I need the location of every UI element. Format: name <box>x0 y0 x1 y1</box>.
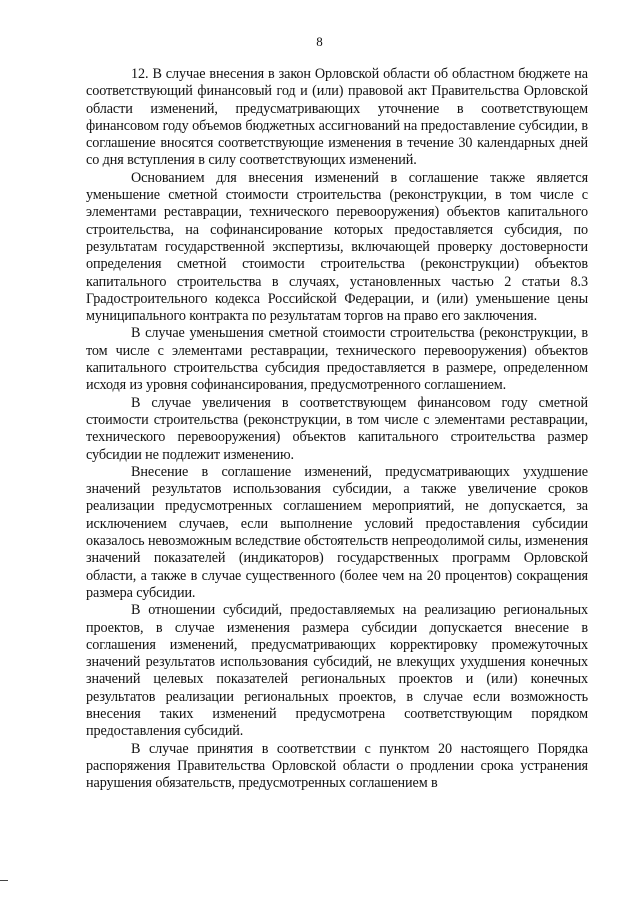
paragraph-7: В случае принятия в соответствии с пунктом 20 настоящего Порядка распоряжения Правительства Орловской области о продлении срока устранения нарушения обязательств, предусмотренных соглашением в <box>86 740 588 792</box>
paragraph-6: В отношении субсидий, предоставляемых на реализацию региональных проектов, в случае изменения размера субсидии допускается внесение в соглашения изменений, предусматривающих корректировку промежуточных значений результатов использования субсидий, не влекущих ухудшения конечных значений целевых показателей региональных проектов и (или) конечных результатов реализации региональных проектов, в случае если возможность внесения таких изменений предусмотрена соответствующим порядком предоставления субсидий. <box>86 602 588 740</box>
page-number: 8 <box>316 34 323 49</box>
paragraph-1: 12. В случае внесения в закон Орловской области об областном бюджете на соответствующий финансовый год и (или) правовой акт Правительства Орловской области изменений, предусматривающих уточнение в соответствующем финансовом году объемов бюджетных ассигнований на предоставление субсидии, в соглашение вносятся соответствующие изменения в течение 30 календарных дней со дня вступления в силу соответствующих изменений. <box>86 66 588 169</box>
paragraph-5: Внесение в соглашение изменений, предусматривающих ухудшение значений результатов использования субсидии, а также увеличение сроков реализации предусмотренных соглашением мероприятий, не допускается, за исключением случаев, если выполнение условий предоставления субсидии оказалось невозможным вследствие обстоятельств непреодолимой силы, изменения значений показателей (индикаторов) государственных программ Орловской области, а также в случае существенного (более чем на 20 процентов) сокращения размера субсидии. <box>86 463 588 601</box>
paragraph-4: В случае увеличения в соответствующем финансовом году сметной стоимости строительства (реконструкции, в том числе с элементами реставрации, технического перевооружения) объектов капитального строительства размер субсидии не подлежит изменению. <box>86 394 588 463</box>
document-body <box>86 66 588 792</box>
paragraph-3: В случае уменьшения сметной стоимости строительства (реконструкции, в том числе с элементами реставрации, технического перевооружения) объектов капитального строительства субсидия предоставляется в размере, определенном исходя из уровня софинансирования, предусмотренного соглашением. <box>86 325 588 394</box>
paragraph-2: Основанием для внесения изменений в соглашение также является уменьшение сметной стоимости строительства (реконструкции, в том числе с элементами реставрации, технического перевооружения) объектов капитального строительства, на софинансирование которых предоставляется субсидия, по результатам государственной экспертизы, включающей проверку достоверности определения сметной стоимости строительства (реконструкции) объектов капитального строительства в случаях, установленных частью 2 статьи 8.3 Градостроительного кодекса Российской Федерации, и (или) уменьшение цены муниципального контракта по результатам торгов на право его заключения. <box>86 169 588 325</box>
margin-mark <box>0 880 8 881</box>
